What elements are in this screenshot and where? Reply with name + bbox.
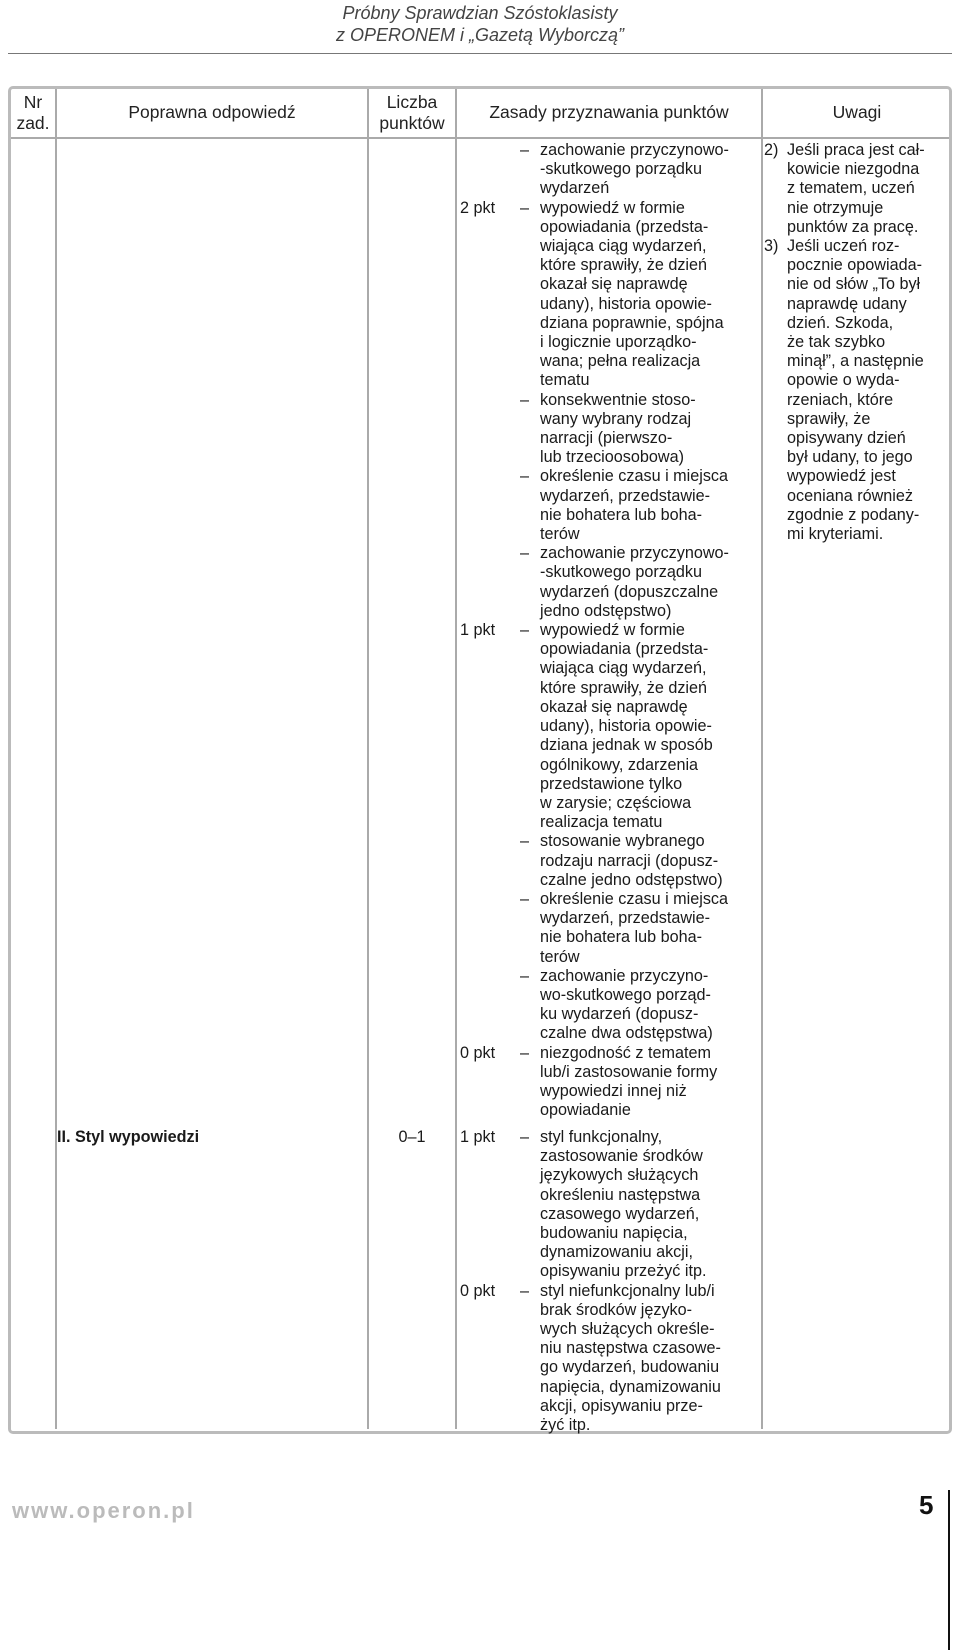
criterion-row [460, 832, 762, 890]
style-points: 0–1 [398, 1128, 426, 1146]
column-header-nr: Nr zad. [16, 92, 50, 133]
column-header-points: Liczba punktów [379, 92, 445, 133]
header-line-1: Próbny Sprawdzian Szóstoklasisty [342, 3, 618, 23]
column-header-answer: Poprawna odpowiedź [128, 102, 296, 122]
points-label: 0 pkt [460, 1281, 496, 1300]
remark-number: 3) [764, 237, 779, 256]
dash-bullet: – [520, 390, 530, 409]
header-divider [8, 53, 952, 54]
column-divider [455, 89, 457, 1429]
criterion-row [460, 967, 762, 1044]
dash-bullet: – [520, 141, 530, 159]
criterion-row [460, 141, 762, 199]
footer-divider [948, 1490, 950, 1650]
dash-bullet: – [520, 621, 530, 640]
criterion-text: zachowanie przyczynowo- -skutkowego porządku wydarzeń (dopuszczalne jedno odstępstwo) [540, 544, 729, 620]
remark-number: 2) [764, 141, 779, 159]
dash-bullet: – [520, 1281, 530, 1300]
remark-text: Jeśli praca jest cał- kowicie niezgodna z tematem, uczeń nie otrzymuje punktów za pracę. [787, 141, 925, 236]
header-line-2: z OPERONEM i „Gazetą Wyborczą” [335, 25, 625, 45]
criterion-row [460, 621, 762, 832]
points-label: 0 pkt [460, 1043, 496, 1062]
points-label [460, 391, 520, 468]
dash-bullet: – [520, 966, 530, 985]
criterion-text: niezgodność z tematem lub/i zastosowanie formy wypowiedzi innej niż opowiadanie [540, 1043, 718, 1120]
criterion-text: wypowiedź w formie opowiadania (przedsta- wiająca ciąg wydarzeń, które sprawiły, że dzień okazał się naprawdę udany), historia opowie- dziana poprawnie, spójna i logicznie uporządko- wana; pełna realizacja tematu [540, 198, 724, 390]
dash-bullet: – [520, 467, 530, 486]
points-label [460, 141, 520, 199]
criterion-row [460, 1044, 762, 1121]
column-header-remarks: Uwagi [832, 102, 882, 122]
page-header [0, 0, 960, 46]
column-header-rules: Zasady przyznawania punktów [489, 102, 729, 122]
dash-bullet: – [520, 198, 530, 217]
criterion-text: określenie czasu i miejsca wydarzeń, przedstawie- nie bohatera lub boha- terów [540, 467, 729, 544]
remark-item [764, 141, 954, 237]
points-label: 2 pkt [460, 198, 496, 217]
dash-bullet: – [520, 889, 530, 908]
criterion-row [460, 199, 762, 391]
criterion-row [460, 1128, 762, 1282]
dash-bullet: – [520, 544, 530, 563]
style-answer: II. Styl wypowiedzi [57, 1128, 200, 1146]
column-divider [367, 89, 369, 1429]
criterion-text: określenie czasu i miejsca wydarzeń, przedstawie- nie bohatera lub boha- terów [540, 889, 729, 966]
footer-url: www.operon.pl [12, 1498, 195, 1523]
criteria-list [460, 141, 762, 1120]
criterion-text: styl funkcjonalny, zastosowanie środków językowych służących określeniu następstwa czasowego wydarzeń, budowaniu napięcia, dynamizowaniu akcji, opisywaniu przeżyć itp. [540, 1128, 707, 1281]
page-number: 5 [919, 1490, 934, 1520]
criterion-row [460, 544, 762, 621]
criterion-row [460, 1282, 762, 1436]
points-label [460, 832, 520, 890]
criterion-text: wypowiedź w formie opowiadania (przedsta- wiająca ciąg wydarzeń, które sprawiły, że dzień okazał się naprawdę udany), historia opowie- dziana jednak w sposób ogólnikowy, zdarzenia przedstawione tylko w zarysie; częściowa realizacja tematu [540, 621, 713, 832]
dash-bullet: – [520, 832, 530, 851]
criterion-text: styl niefunkcjonalny lub/i brak środków języko- wych służących określe- niu następstwa czasowe- go wydarzeń, budowaniu napięcia, dynamizowaniu akcji, opisywaniu prze- żyć itp. [540, 1281, 721, 1435]
criterion-text: konsekwentnie stoso- wany wybrany rodzaj narracji (pierwszo- lub trzecioosobowa) [540, 390, 696, 467]
remarks-list [764, 141, 954, 544]
criterion-row [460, 890, 762, 967]
points-label [460, 544, 520, 621]
column-divider [55, 89, 57, 1429]
points-label [460, 967, 520, 1044]
criterion-text: stosowanie wybranego rodzaju narracji (dopusz- czalne jedno odstępstwo) [540, 832, 723, 889]
dash-bullet: – [520, 1128, 530, 1146]
dash-bullet: – [520, 1043, 530, 1062]
remark-item [764, 237, 954, 544]
criterion-row [460, 391, 762, 468]
style-criteria-list [460, 1128, 762, 1435]
points-label: 1 pkt [460, 621, 496, 640]
criterion-text: zachowanie przyczyno- wo-skutkowego porząd- ku wydarzeń (dopusz- czalne dwa odstępstwa) [540, 966, 713, 1043]
points-label [460, 467, 520, 544]
remark-text: Jeśli uczeń roz- pocznie opowiada- nie od słów „To był naprawdę udany dzień. Szkoda, że tak szybko minął”, a następnie opowie o wyda- rzeniach, które sprawiły, że opisywany dzień był udany, to jego wypowiedź jest oceniana również zgodnie z podany- mi kryteriami. [787, 237, 924, 544]
criterion-row [460, 467, 762, 544]
points-label: 1 pkt [460, 1128, 496, 1146]
criterion-text: zachowanie przyczynowo- -skutkowego porządku wydarzeń [540, 141, 729, 198]
header-row-divider [11, 137, 949, 139]
points-label [460, 890, 520, 967]
